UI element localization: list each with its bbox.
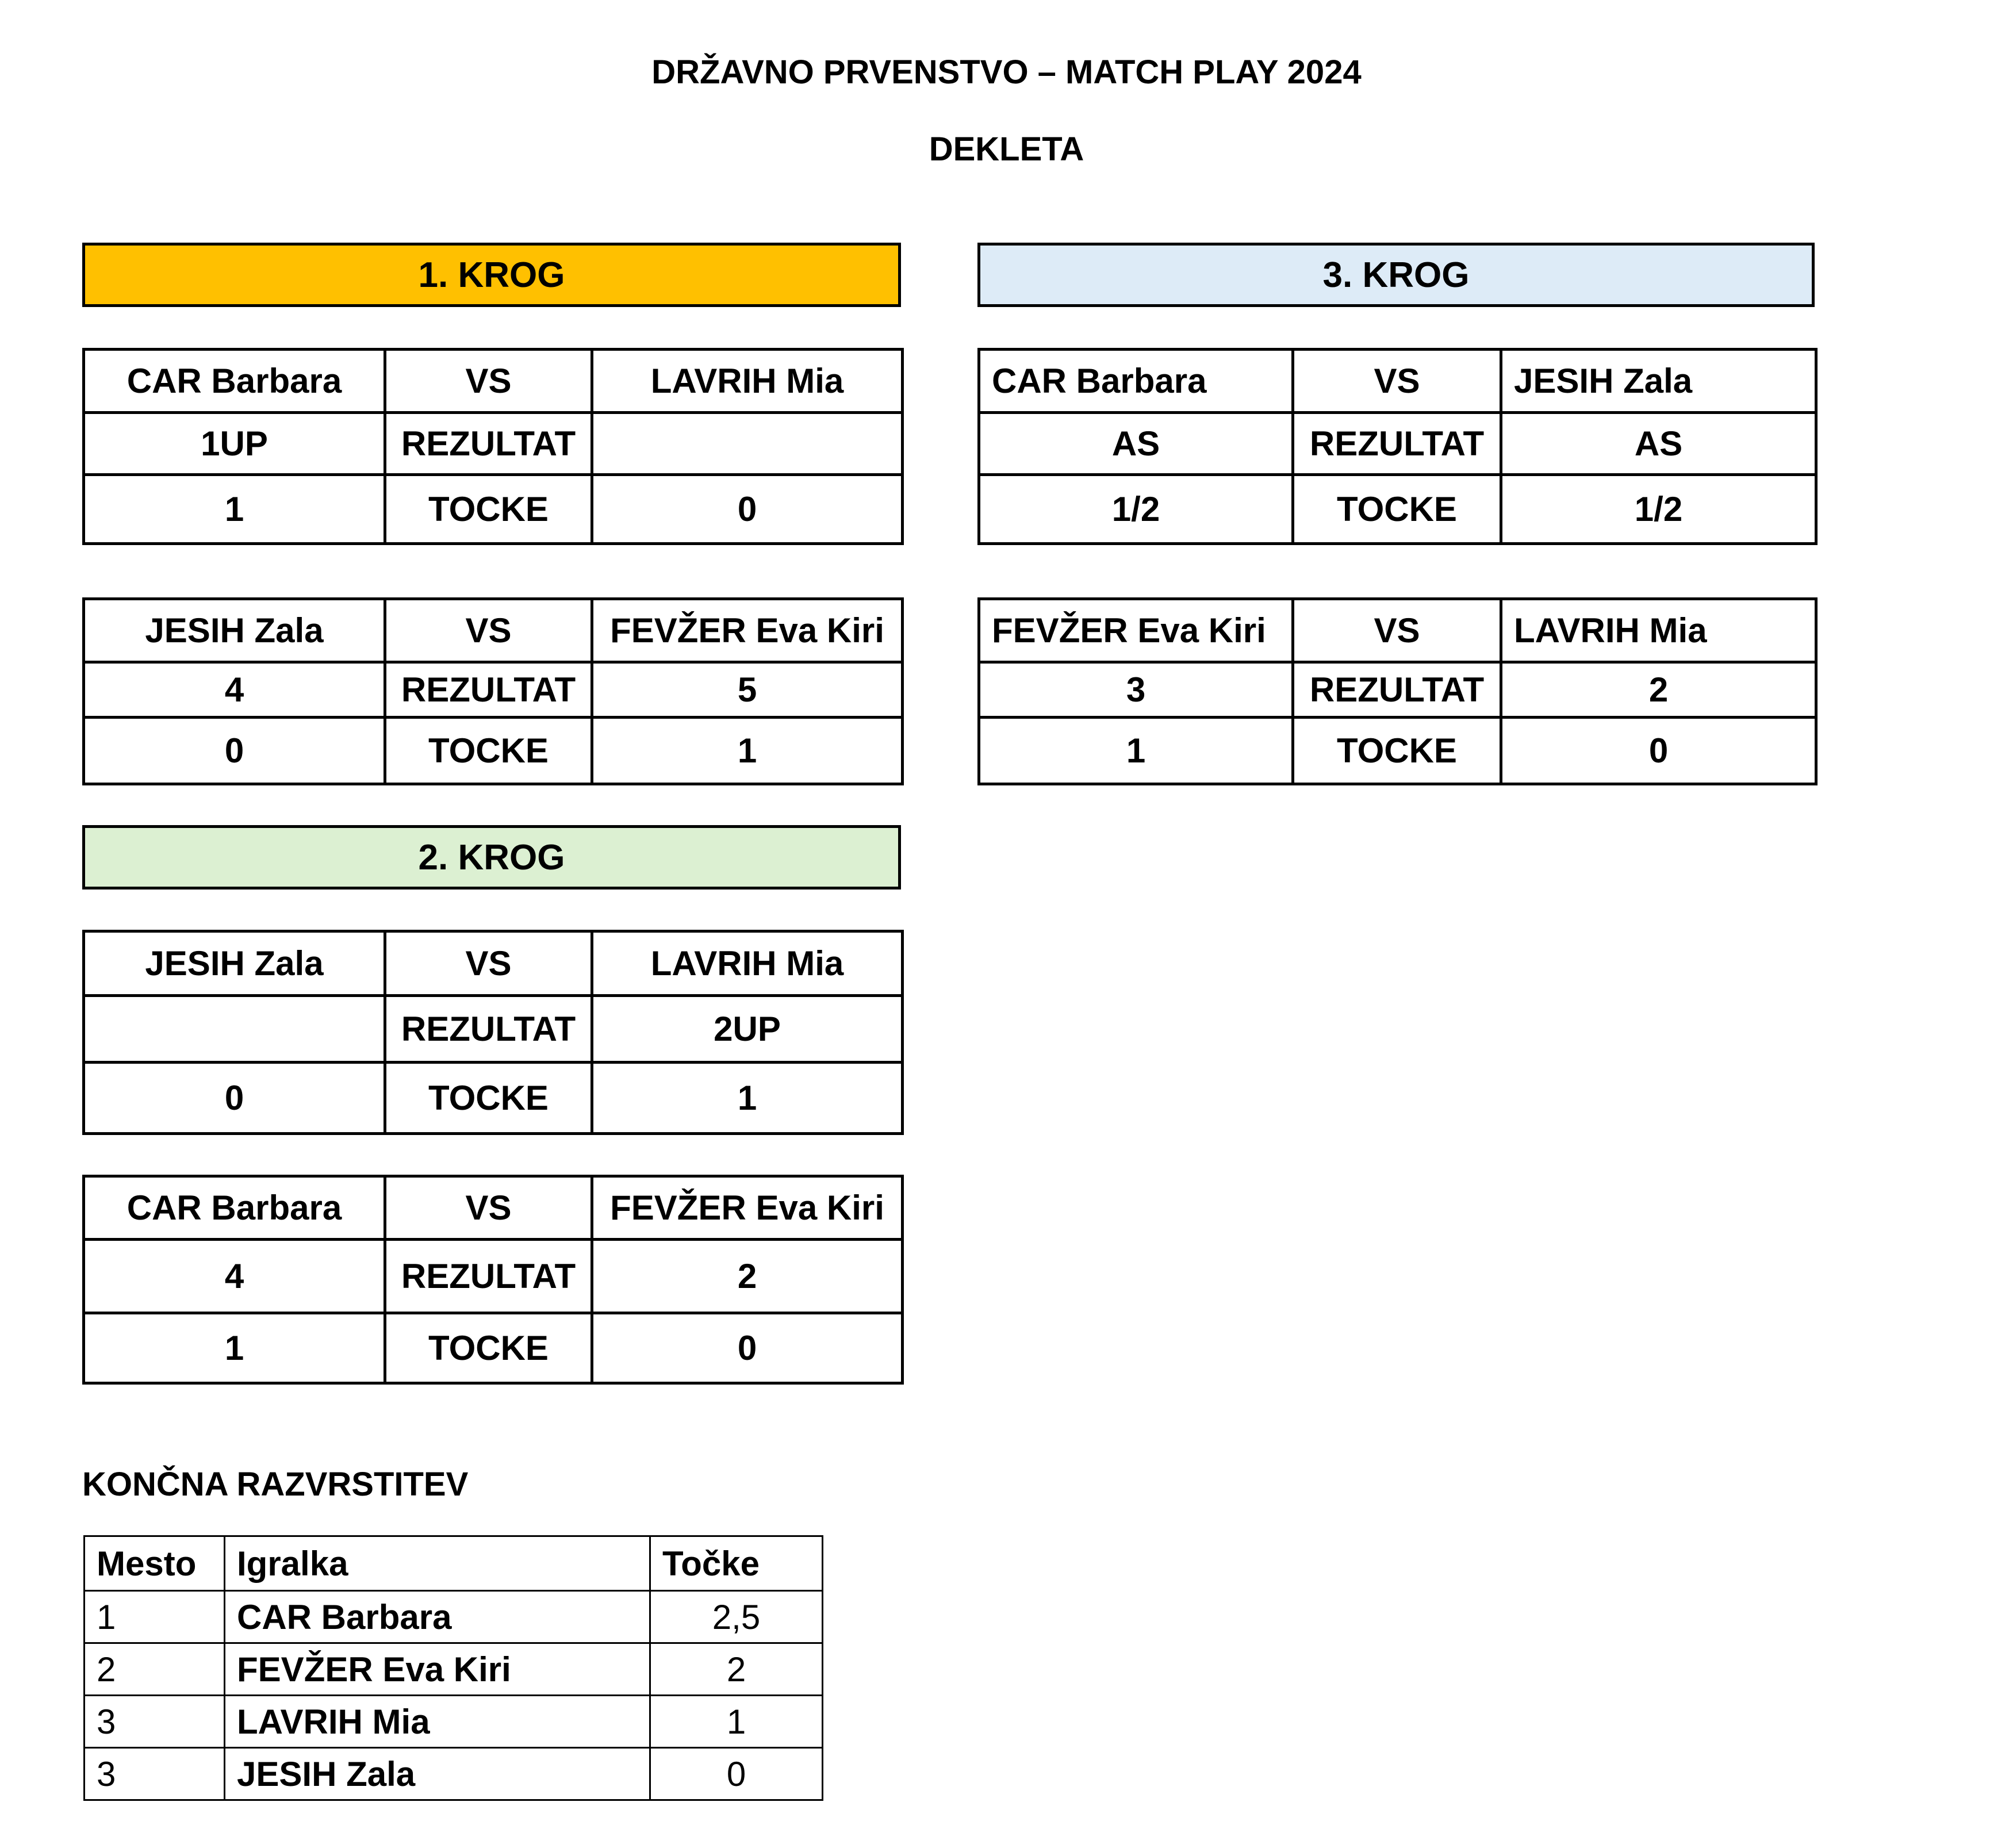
- result-label: REZULTAT: [1293, 413, 1501, 475]
- place: 3: [85, 1696, 225, 1748]
- points2: 0: [592, 475, 903, 544]
- score1: 1UP: [84, 413, 385, 475]
- player-name: LAVRIH Mia: [225, 1696, 650, 1748]
- player1: JESIH Zala: [84, 599, 385, 662]
- points1: 1: [84, 475, 385, 544]
- score1: [84, 996, 385, 1063]
- match-r3-2: [977, 597, 1818, 785]
- score2: 2UP: [592, 996, 903, 1063]
- result-label: REZULTAT: [1293, 662, 1501, 718]
- player1: CAR Barbara: [84, 1176, 385, 1240]
- points2: 0: [592, 1313, 903, 1383]
- table-row: [85, 1643, 823, 1696]
- score1: 4: [84, 1240, 385, 1313]
- player1: CAR Barbara: [979, 350, 1293, 413]
- score2: [592, 413, 903, 475]
- page-title: DRŽAVNO PRVENSTVO – MATCH PLAY 2024: [651, 53, 1362, 91]
- player1: JESIH Zala: [84, 931, 385, 996]
- points1: 1: [84, 1313, 385, 1383]
- standings-header-row: [85, 1536, 823, 1591]
- player2: LAVRIH Mia: [1501, 599, 1816, 662]
- player2: FEVŽER Eva Kiri: [592, 599, 903, 662]
- player-points: 2: [650, 1643, 823, 1696]
- match-r2-1: [82, 930, 904, 1135]
- table-row: [85, 1591, 823, 1643]
- player-points: 1: [650, 1696, 823, 1748]
- player-name: JESIH Zala: [225, 1748, 650, 1800]
- result-label: REZULTAT: [385, 662, 592, 718]
- place: 3: [85, 1748, 225, 1800]
- points-label: TOCKE: [385, 475, 592, 544]
- place: 1: [85, 1591, 225, 1643]
- points1: 0: [84, 1063, 385, 1134]
- vs-label: VS: [385, 350, 592, 413]
- points2: 0: [1501, 718, 1816, 784]
- points-label: TOCKE: [385, 1313, 592, 1383]
- score1: AS: [979, 413, 1293, 475]
- round-1-header: 1. KROG: [82, 243, 901, 307]
- match-r1-1: [82, 348, 904, 545]
- round-3-header: 3. KROG: [977, 243, 1815, 307]
- player-name: FEVŽER Eva Kiri: [225, 1643, 650, 1696]
- place: 2: [85, 1643, 225, 1696]
- points-label: TOCKE: [385, 1063, 592, 1134]
- score2: AS: [1501, 413, 1816, 475]
- vs-label: VS: [1293, 599, 1501, 662]
- player-points: 2,5: [650, 1591, 823, 1643]
- points-label: TOCKE: [1293, 718, 1501, 784]
- points1: 1: [979, 718, 1293, 784]
- header-place: Mesto: [85, 1536, 225, 1591]
- table-row: [85, 1748, 823, 1800]
- vs-label: VS: [385, 1176, 592, 1240]
- match-r3-1: [977, 348, 1818, 545]
- score1: 3: [979, 662, 1293, 718]
- points1: 0: [84, 718, 385, 784]
- player2: FEVŽER Eva Kiri: [592, 1176, 903, 1240]
- result-label: REZULTAT: [385, 1240, 592, 1313]
- points-label: TOCKE: [385, 718, 592, 784]
- result-label: REZULTAT: [385, 413, 592, 475]
- points-label: TOCKE: [1293, 475, 1501, 544]
- page-subtitle: DEKLETA: [929, 131, 1084, 168]
- vs-label: VS: [385, 599, 592, 662]
- result-label: REZULTAT: [385, 996, 592, 1063]
- vs-label: VS: [385, 931, 592, 996]
- points2: 1/2: [1501, 475, 1816, 544]
- standings-table: [83, 1535, 823, 1801]
- match-r2-2: [82, 1175, 904, 1385]
- player-points: 0: [650, 1748, 823, 1800]
- score1: 4: [84, 662, 385, 718]
- player2: LAVRIH Mia: [592, 931, 903, 996]
- standings-title: KONČNA RAZVRSTITEV: [82, 1466, 469, 1503]
- round-2-header: 2. KROG: [82, 825, 901, 890]
- points1: 1/2: [979, 475, 1293, 544]
- vs-label: VS: [1293, 350, 1501, 413]
- player2: LAVRIH Mia: [592, 350, 903, 413]
- player1: CAR Barbara: [84, 350, 385, 413]
- player-name: CAR Barbara: [225, 1591, 650, 1643]
- score2: 2: [1501, 662, 1816, 718]
- header-points: Točke: [650, 1536, 823, 1591]
- points2: 1: [592, 1063, 903, 1134]
- table-row: [85, 1696, 823, 1748]
- player1: FEVŽER Eva Kiri: [979, 599, 1293, 662]
- header-player: Igralka: [225, 1536, 650, 1591]
- match-r1-2: [82, 597, 904, 785]
- score2: 5: [592, 662, 903, 718]
- points2: 1: [592, 718, 903, 784]
- score2: 2: [592, 1240, 903, 1313]
- player2: JESIH Zala: [1501, 350, 1816, 413]
